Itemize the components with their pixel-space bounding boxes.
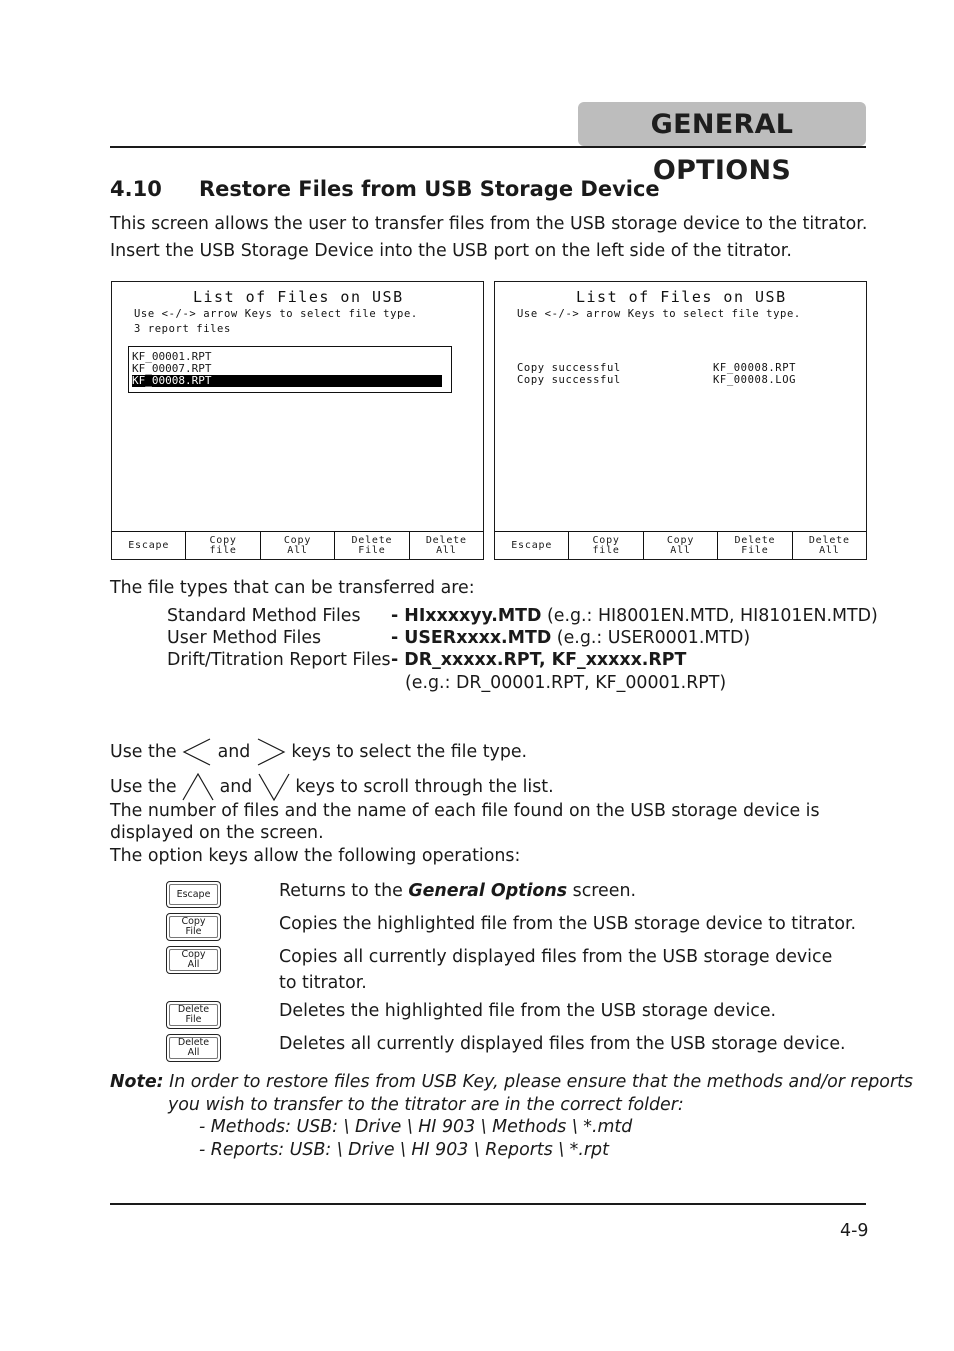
delete-file-softkey[interactable]: Delete File (335, 532, 409, 559)
file-type-example: (e.g.: DR_00001.RPT, KF_00001.RPT) (405, 673, 727, 693)
escape-description: Returns to the General Options screen. (279, 881, 636, 901)
delete-file-key-icon: Delete File (166, 1001, 221, 1029)
file-type-label: User Method Files (167, 628, 322, 648)
copy-file-key-icon: Copy File (166, 913, 221, 941)
section-number: 4.10 (110, 177, 162, 201)
note-methods-path: - Methods: USB: \ Drive \ HI 903 \ Methods \ *.mtd (199, 1117, 633, 1137)
file-item-selected[interactable]: KF_00008.RPT (132, 375, 442, 387)
file-item[interactable]: KF_00007.RPT (132, 362, 212, 375)
right-arrow-key-icon (256, 738, 286, 766)
file-type-pattern: - DR_xxxxx.RPT, KF_xxxxx.RPT (391, 650, 687, 670)
intro-line-1: This screen allows the user to transfer files from the USB storage device to the titrator. (110, 214, 868, 234)
screen-file-list (111, 281, 484, 560)
file-type-label: Standard Method Files (167, 606, 361, 626)
chapter-banner: GENERAL OPTIONS (578, 102, 866, 146)
file-type-pattern: - HIxxxxyy.MTD (e.g.: HI8001EN.MTD, HI8101EN.MTD) (391, 606, 878, 626)
note-line-2: you wish to transfer to the titrator are in the correct folder: (168, 1095, 684, 1115)
copy-all-description: Copies all currently displayed files from the USB storage device to titrator. (279, 947, 833, 993)
delete-file-softkey[interactable]: Delete File (718, 532, 792, 559)
note-line-1: Note: In order to restore files from USB Key, please ensure that the methods and/or reports (110, 1072, 913, 1092)
screen-copy-result (494, 281, 867, 560)
screen-title: List of Files on USB (193, 288, 404, 306)
file-type-label: Drift/Titration Report Files (167, 650, 391, 670)
delete-all-softkey[interactable]: Delete All (425, 534, 467, 556)
header-rule (110, 146, 866, 148)
scroll-list-line: Use the and keys to scroll through the list. (110, 773, 554, 801)
copy-file-softkey[interactable]: Copy file (186, 532, 260, 559)
file-types-intro: The file types that can be transferred are: (110, 578, 475, 598)
file-item[interactable]: KF_00001.RPT (132, 350, 212, 363)
page-number: 4-9 (840, 1221, 869, 1241)
options-intro: The option keys allow the following operations: (110, 846, 521, 866)
up-arrow-key-icon (182, 773, 214, 801)
copied-file: KF_00008.RPT (713, 362, 797, 374)
section-title: Restore Files from USB Storage Device (199, 177, 660, 201)
copy-status: Copy successful (517, 374, 621, 386)
file-type-pattern: - USERxxxx.MTD (e.g.: USER0001.MTD) (391, 628, 751, 648)
copied-file: KF_00008.LOG (713, 374, 797, 386)
left-arrow-key-icon (182, 738, 212, 766)
copy-status: Copy successful (517, 362, 621, 374)
file-count: 3 report files (134, 323, 231, 335)
copy-file-description: Copies the highlighted file from the USB storage device to titrator. (279, 914, 857, 934)
copy-all-softkey[interactable]: Copy All (644, 532, 718, 559)
delete-all-description: Deletes all currently displayed files from the USB storage device. (279, 1034, 846, 1054)
copy-all-softkey[interactable]: Copy All (261, 532, 335, 559)
delete-all-key-icon: Delete All (166, 1034, 221, 1062)
screen-hint: Use <-/-> arrow Keys to select file type. (517, 308, 801, 320)
files-displayed-text: The number of files and the name of each file found on the USB storage device is displayed on the screen. (110, 801, 820, 843)
intro-line-2: Insert the USB Storage Device into the USB port on the left side of the titrator. (110, 241, 792, 261)
softkey-bar (495, 531, 866, 559)
escape-key-icon: Escape (166, 881, 221, 908)
copy-all-key-icon: Copy All (166, 946, 221, 974)
escape-softkey[interactable]: Escape (495, 532, 569, 559)
escape-softkey[interactable]: Escape (112, 532, 186, 559)
delete-file-description: Deletes the highlighted file from the USB storage device. (279, 1001, 777, 1021)
select-type-line: Use the and keys to select the file type. (110, 738, 527, 766)
footer-rule (110, 1203, 866, 1205)
delete-all-softkey[interactable]: Delete All (808, 534, 850, 556)
screen-title: List of Files on USB (576, 288, 787, 306)
file-list-box (128, 346, 452, 393)
softkey-bar (112, 531, 483, 559)
note-reports-path: - Reports: USB: \ Drive \ HI 903 \ Reports \ *.rpt (199, 1140, 609, 1160)
copy-file-softkey[interactable]: Copy file (569, 532, 643, 559)
down-arrow-key-icon (258, 773, 290, 801)
screen-hint: Use <-/-> arrow Keys to select file type. (134, 308, 418, 320)
